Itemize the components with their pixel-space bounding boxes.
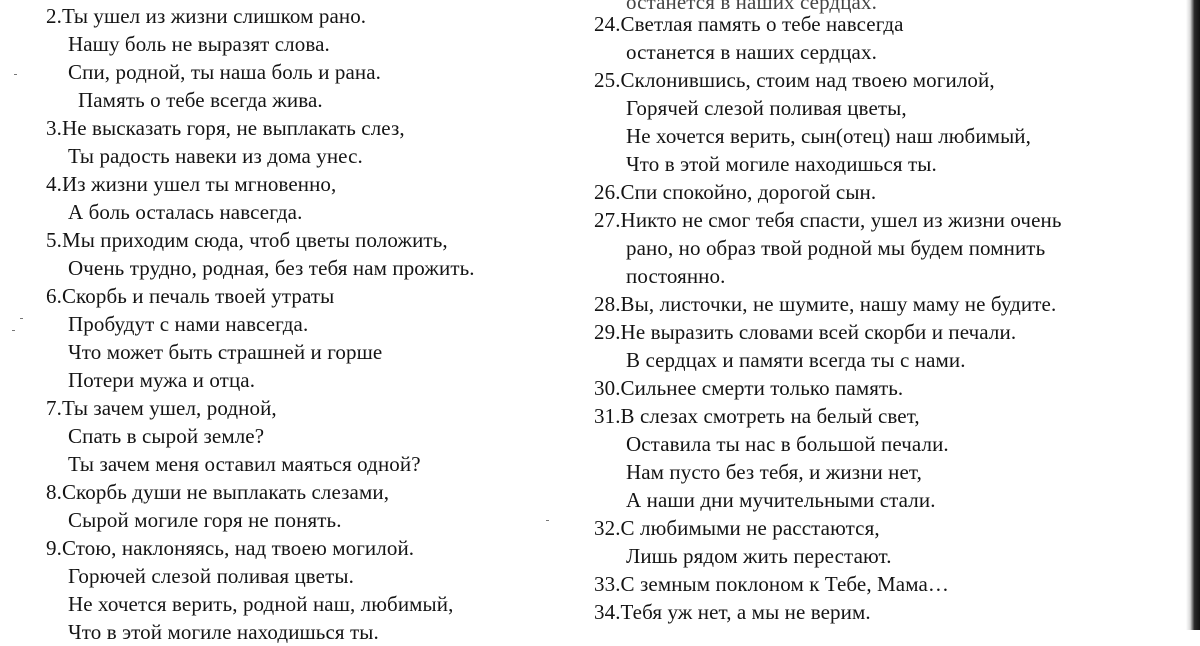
verse-4-line-1: 4.Из жизни ушел ты мгновенно,: [46, 172, 337, 196]
verse-31-line-1: 31.В слезах смотреть на белый свет,: [594, 404, 920, 428]
verse-26-line-1: 26.Спи спокойно, дорогой сын.: [594, 180, 877, 204]
scan-speck: [20, 318, 23, 319]
verse-32-line-1: 32.С любимыми не расстаются,: [594, 516, 880, 540]
verse-34-line-1: 34.Тебя уж нет, а мы не верим.: [594, 600, 871, 624]
verse-6-line-2: Пробудут с нами навсегда.: [68, 312, 309, 336]
verse-33-line-1: 33.С земным поклоном к Тебе, Мама…: [594, 572, 949, 596]
scan-speck: [546, 520, 549, 521]
verse-25-line-3: Не хочется верить, сын(отец) наш любимый,: [626, 124, 1031, 148]
verse-5-line-2: Очень трудно, родная, без тебя нам прожить.: [68, 256, 475, 280]
verse-31-line-3: Нам пусто без тебя, и жизни нет,: [626, 460, 922, 484]
verse-2-line-4: Память о тебе всегда жива.: [78, 88, 323, 112]
verse-27-line-2: рано, но образ твой родной мы будем помнить: [626, 236, 1046, 260]
verse-27-line-1: 27.Никто не смог тебя спасти, ушел из жизни очень: [594, 208, 1062, 232]
verse-25-line-1: 25.Склонившись, стоим над твоею могилой,: [594, 68, 995, 92]
verse-7-line-2: Спать в сырой земле?: [68, 424, 265, 448]
verse-24-line-1: 24.Светлая память о тебе навсегда: [594, 12, 904, 36]
verse-29-line-2: В сердцах и памяти всегда ты с нами.: [626, 348, 966, 372]
verse-9-line-4: Что в этой могиле находишься ты.: [68, 620, 379, 644]
verse-2-line-2: Нашу боль не выразят слова.: [68, 32, 330, 56]
verse-31-line-2: Оставила ты нас в большой печали.: [626, 432, 949, 456]
verse-31-line-4: А наши дни мучительными стали.: [626, 488, 936, 512]
verse-25-line-4: Что в этой могиле находишься ты.: [626, 152, 937, 176]
verse-6-line-1: 6.Скорбь и печаль твоей утраты: [46, 284, 335, 308]
verse-29-line-1: 29.Не выразить словами всей скорби и печали.: [594, 320, 1017, 344]
verse-24-line-2: останется в наших сердцах.: [626, 40, 877, 64]
verse-8-line-1: 8.Скорбь души не выплакать слезами,: [46, 480, 390, 504]
verse-3-line-2: Ты радость навеки из дома унес.: [68, 144, 363, 168]
verse-25-line-2: Горячей слезой поливая цветы,: [626, 96, 907, 120]
verse-32-line-2: Лишь рядом жить перестают.: [626, 544, 892, 568]
verse-6-line-4: Потери мужа и отца.: [68, 368, 256, 392]
verse-6-line-3: Что может быть страшней и горше: [68, 340, 383, 364]
verse-2-line-3: Спи, родной, ты наша боль и рана.: [68, 60, 382, 84]
scan-speck: [12, 330, 15, 331]
verse-2-line-1: 2.Ты ушел из жизни слишком рано.: [46, 4, 367, 28]
verse-9-line-3: Не хочется верить, родной наш, любимый,: [68, 592, 454, 616]
verse-9-line-1: 9.Стою, наклоняясь, над твоею могилой.: [46, 536, 415, 560]
verse-4-line-2: А боль осталась навсегда.: [68, 200, 303, 224]
verse-7-line-1: 7.Ты зачем ушел, родной,: [46, 396, 277, 420]
verse-7-line-3: Ты зачем меня оставил маяться одной?: [68, 452, 421, 476]
scan-page-edge: [1186, 0, 1200, 630]
verse-27-line-3: постоянно.: [626, 264, 726, 288]
scan-speck: [14, 74, 17, 75]
verse-28-line-1: 28.Вы, листочки, не шумите, нашу маму не будите.: [594, 292, 1057, 316]
verse-5-line-1: 5.Мы приходим сюда, чтоб цветы положить,: [46, 228, 448, 252]
verse-3-line-1: 3.Не высказать горя, не выплакать слез,: [46, 116, 405, 140]
verse-23-tail: останется в наших сердцах.: [626, 0, 877, 14]
verse-8-line-2: Сырой могиле горя не понять.: [68, 508, 342, 532]
verse-30-line-1: 30.Сильнее смерти только память.: [594, 376, 904, 400]
verse-9-line-2: Горючей слезой поливая цветы.: [68, 564, 354, 588]
